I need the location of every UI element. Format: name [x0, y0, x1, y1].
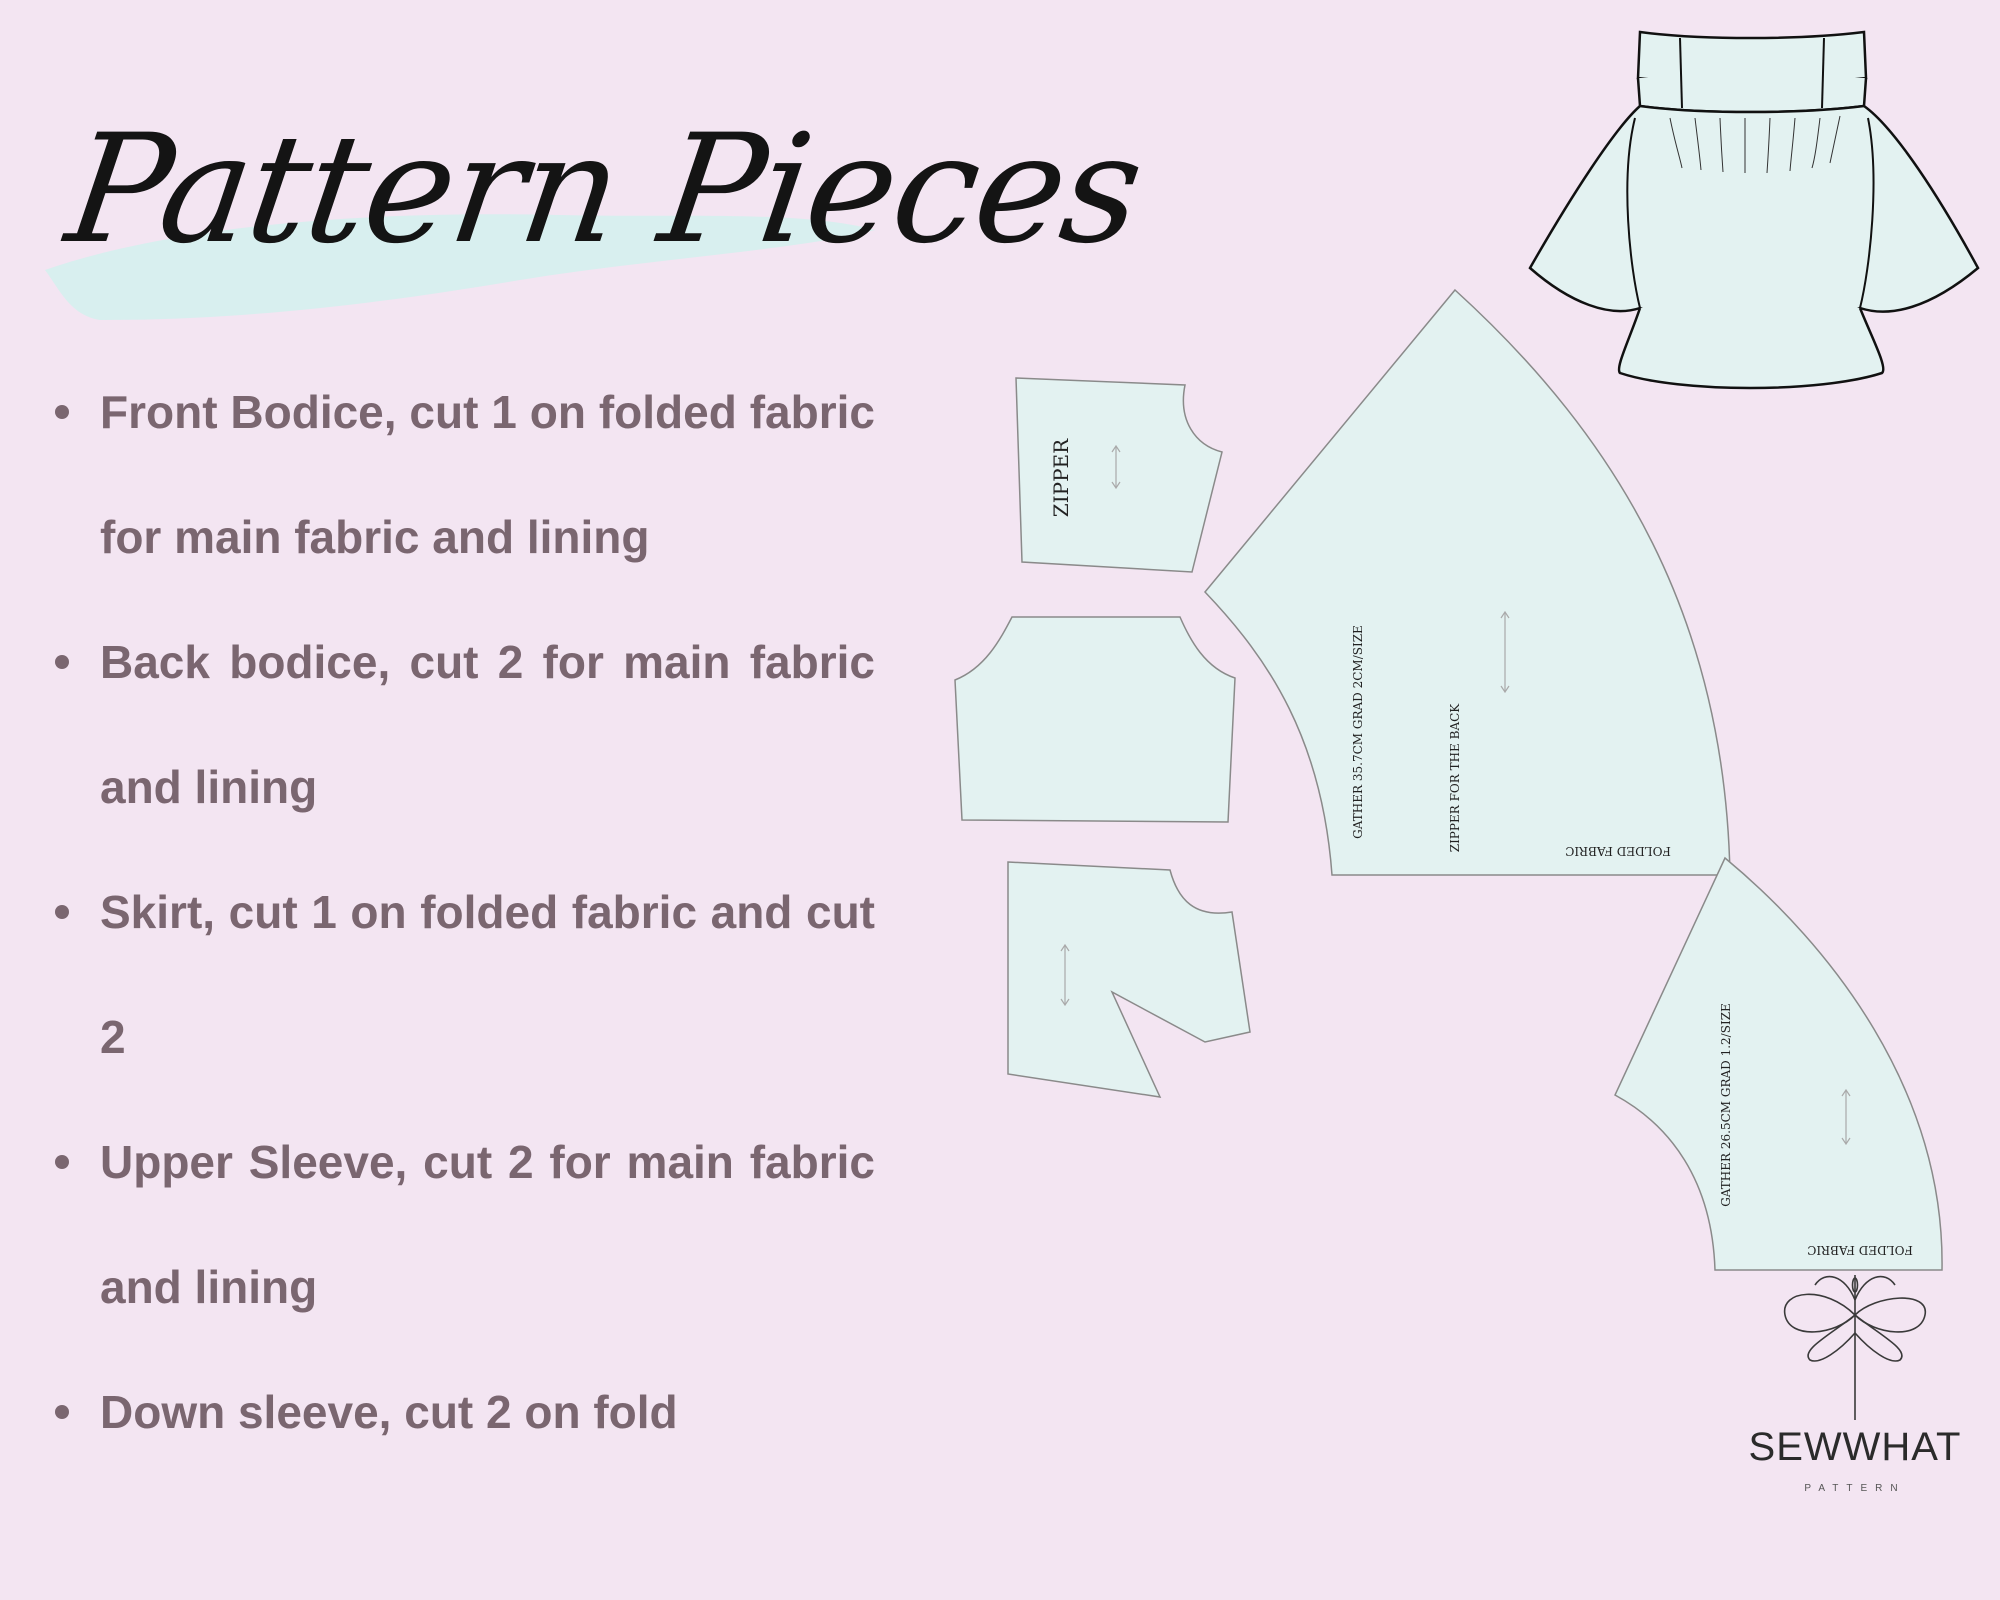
needle-thread-icon — [1730, 1255, 1980, 1425]
back-bodice-piece — [955, 617, 1235, 822]
list-item: Down sleeve, cut 2 on fold — [40, 1350, 875, 1475]
logo-name: SEWWHAT — [1748, 1425, 1962, 1469]
skirt-fold-label: FOLDED FABRIC — [1565, 844, 1671, 858]
list-item: Upper Sleeve, cut 2 for main fabric and lining — [40, 1100, 875, 1350]
list-item: Back bodice, cut 2 for main fabric and lining — [40, 600, 875, 850]
list-item: Front Bodice, cut 1 on folded fabric for main fabric and lining — [40, 350, 875, 600]
skirt-zipper-label: ZIPPER FOR THE BACK — [1448, 703, 1462, 853]
down-sleeve-piece — [1008, 862, 1250, 1097]
upper-sleeve-piece — [1615, 858, 1942, 1270]
sleeve-gather-label: GATHER 26.5CM GRAD 1.2/SIZE — [1719, 1003, 1733, 1207]
brand-logo — [1730, 1255, 1980, 1515]
skirt-gather-label: GATHER 35.7CM GRAD 2CM/SIZE — [1351, 625, 1365, 839]
dress-illustration — [1520, 18, 1990, 398]
zipper-label: ZIPPER — [1049, 438, 1073, 518]
list-item: Skirt, cut 1 on folded fabric and cut 2 — [40, 850, 875, 1100]
front-bodice-piece — [1016, 378, 1222, 572]
page-title: Pattern Pieces — [57, 103, 1151, 277]
sleeve-fold-label: FOLDED FABRIC — [1807, 1243, 1913, 1257]
logo-subtitle: PATTERN — [1804, 1483, 1906, 1494]
